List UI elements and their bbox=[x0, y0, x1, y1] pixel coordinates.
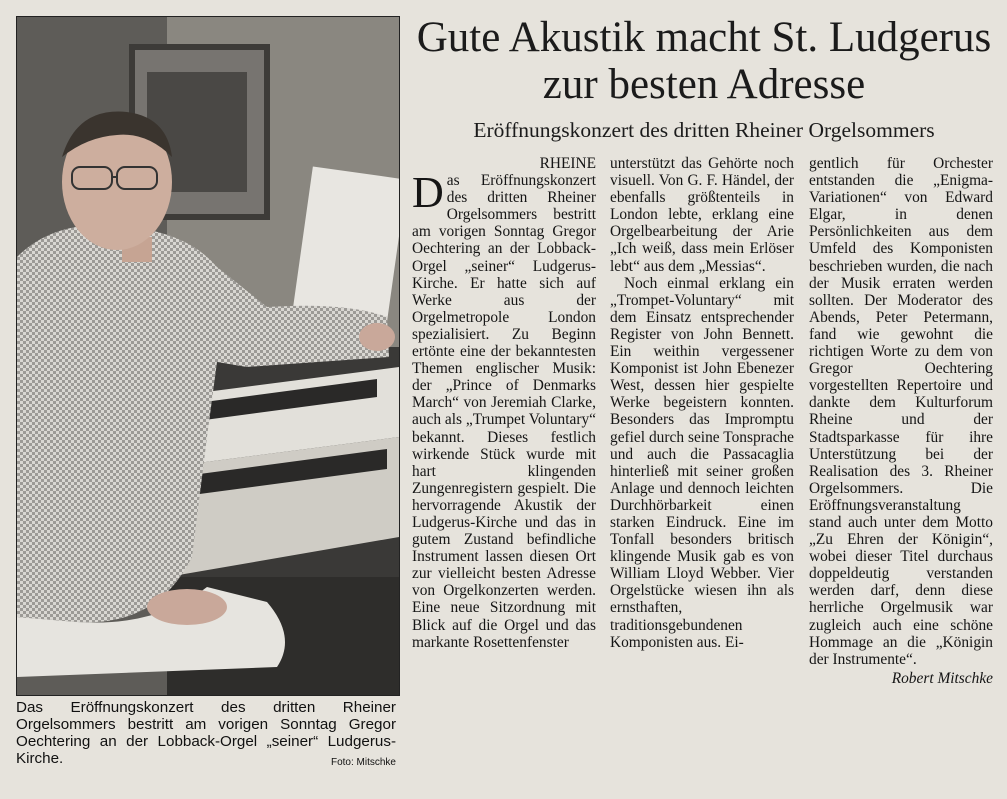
article-column-1-text: as Eröffnungskonzert des dritten Rheiner Orgelsommers bestritt am vorigen Sonntag Gregor Oechtering an der Lobback-Orgel „seiner“ Ludgerus-Kirche. Er hatte sich auf Werke aus der Orgelmetropole London spezialisiert. Zu Beginn ertönte eine der bekanntesten Themen englischer Musik: der „Prince of Denmarks March“ von Jeremiah Clarke, auch als „Trumpet Voluntary“ bekannt. Dieses festlich wirkende Stück wurde mit hart klingenden Zungenregistern gespielt. Die hervorragende Akustik der Ludgerus-Kirche und das in gutem Zustand befindliche Instrument lassen diesen Ort zur vielleicht besten Adresse von Orgelkonzerten werden. Eine neue Sitzordnung mit Blick auf die Orgel und das markante Rosettenfenster bbox=[412, 172, 596, 651]
article-column-2-paragraph-1: unterstützt das Gehörte noch visuell. Von G. F. Händel, der ebenfalls größtenteils in London lebte, erklang eine Orgelbearbeitung der Arie „Ich weiß, dass mein Erlöser lebt“ aus dem „Messias“. bbox=[610, 155, 794, 275]
article-photo bbox=[16, 16, 400, 696]
photo-caption-text: Das Eröffnungskonzert des dritten Rheiner Orgelsommers bestritt am vorigen Sonntag Gregor Oechtering an der Lobback-Orgel „seiner“ Ludgerus-Kirche. bbox=[16, 699, 396, 767]
article-author: Robert Mitschke bbox=[891, 669, 993, 687]
article-column-2-paragraph-2: Noch einmal erklang ein „Trompet-Voluntary“ mit dem Einsatz entsprechender Register von John Bennett. Ein weithin vergessener Komponist ist John Ebenezer West, dessen hier gespielte Werke begeistern konnten. Besonders das Impromptu gefiel durch seine Tonsprache und auch die Passacaglia hinterließ mit seiner großen Anlage und dennoch leichten Durchhörbarkeit einen starken Eindruck. Eine im Tonfall besonders britisch klingende Musik gab es von William Lloyd Webber. Vier Orgelstücke wiesen ihn als ernsthaften, traditionsgebundenen Komponisten aus. Ei- bbox=[610, 274, 794, 651]
article-dropcap: D bbox=[412, 168, 444, 218]
article-dateline: RHEINE bbox=[539, 155, 596, 172]
article-headline: Gute Akustik macht St. Ludgerus zur besten Adresse bbox=[416, 14, 992, 108]
article-subheadline: Eröffnungskonzert des dritten Rheiner Orgelsommers bbox=[473, 118, 935, 142]
organist-photo-illustration bbox=[17, 17, 399, 695]
article-column-1 bbox=[412, 155, 596, 651]
article-column-2 bbox=[610, 155, 794, 651]
photo-caption bbox=[16, 699, 396, 771]
photo-credit: Foto: Mitschke bbox=[330, 757, 396, 768]
article-column-3 bbox=[809, 155, 993, 687]
article-column-3-text: gentlich für Orchester entstanden die „Enigma-Variationen“ von Edward Elgar, in denen Persönlichkeiten aus dem Umfeld des Komponisten beschrieben wurden, die nach der Musik erraten werden sollten. Der Moderator des Abends, Peter Petermann, fand wie gewohnt die richtigen Worte zu dem von Gregor Oechtering vorgestellten Repertoire und dankte dem Kulturforum Rheine und der Stadtsparkasse für ihre Unterstützung bei der Realisation des 3. Rheiner Orgelsommers. Die Eröffnungsveranstaltung stand auch unter dem Motto „Zu Ehren der Königin“, wobei dieser Titel durchaus doppeldeutig verstanden werden darf, denn diese herrliche Orgelmusik war zugleich auch eine schöne Hommage an die „Königin der Instrumente“. bbox=[809, 155, 993, 668]
